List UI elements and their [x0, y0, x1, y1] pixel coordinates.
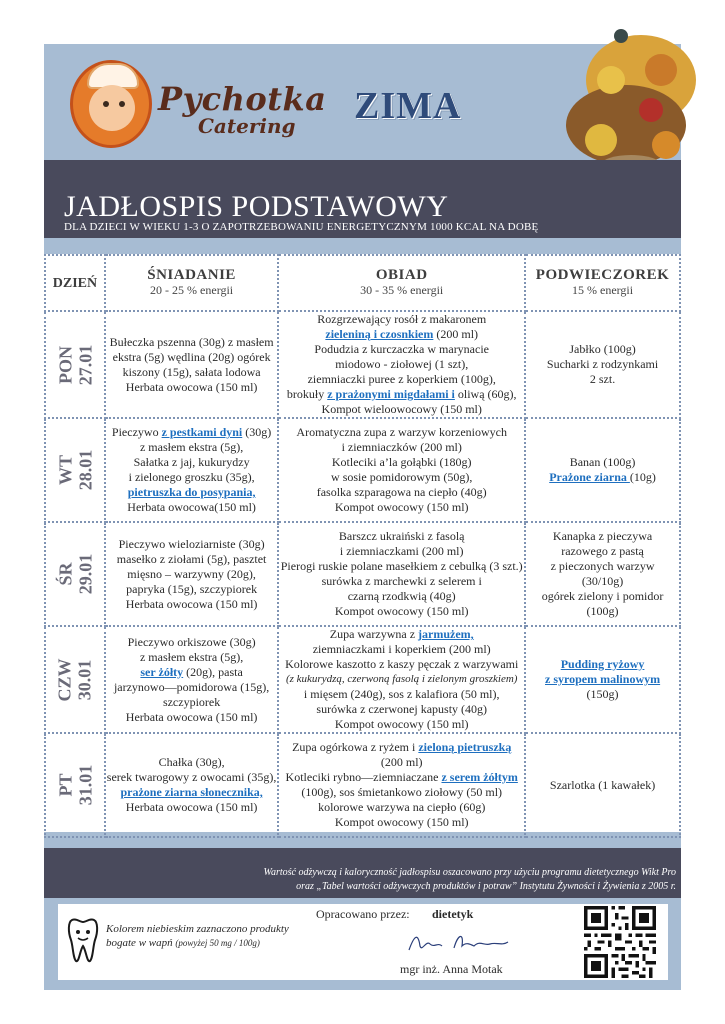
day-cell: PT 31.01 [45, 733, 105, 837]
day-cell: PON 27.01 [45, 311, 105, 418]
lunch-cell: Zupa ogórkowa z ryżem i zieloną pietruszką (200 ml) Kotleciki rybno—ziemniaczane z serem żółtym (100g), sos śmietankowo ziołowy (50 ml) kolorowe warzywa na ciepło (60g) Kompot owocowy (150 ml) [278, 733, 525, 837]
tooth-icon [66, 916, 100, 964]
lunch-cell: Rozgrzewający rosół z makaronem zieleniną i czosnkiem (200 ml) Podudzia z kurczaczka w marynacie miodowo - ziołowej (1 szt), ziemniaczki puree z koperkiem (100g), brokuły z prażonymi migdałami i oliwą (60g), Kompot wieloowocowy (150 ml) [278, 311, 525, 418]
breakfast-cell: Pieczywo z pestkami dyni (30g) z masłem ekstra (5g), Sałatka z jaj, kukurydzy i zielonego groszku (35g), pietruszka do posypania, Herbata owocowa(150 ml) [105, 418, 278, 522]
nutrition-note: Wartość odżywczą i kaloryczność jadłospisu oszacowano przy użyciu programu dietetycznego Wikt Pro oraz „Tabel wartości odżywczych produktów i potraw” Instytutu Żywności i Żywienia z 2005 r. [263, 867, 676, 892]
column-header-snack: PODWIECZOREK 15 % energii [525, 255, 680, 311]
day-cell: CZW 30.01 [45, 626, 105, 733]
table-row [45, 522, 680, 626]
day-cell: ŚR 29.01 [45, 522, 105, 626]
qr-code-icon [584, 906, 656, 978]
column-header-breakfast: ŚNIADANIE 20 - 25 % energii [105, 255, 278, 311]
prepared-by-role: dietetyk [432, 907, 474, 921]
prepared-by-label: Opracowano przez: [316, 907, 410, 921]
column-header-lunch: OBIAD 30 - 35 % energii [278, 255, 525, 311]
table-row [45, 733, 680, 837]
menu-table-wrapper [44, 254, 681, 832]
breakfast-cell: Bułeczka pszenna (30g) z masłem ekstra (5g) wędlina (20g) ogórek kiszony (15g), sałata lodowa Herbata owocowa (150 ml) [105, 311, 278, 418]
day-cell: WT 28.01 [45, 418, 105, 522]
lunch-cell: Zupa warzywna z jarmużem, ziemniaczkami i koperkiem (200 ml) Kolorowe kaszotto z kaszy pęczak z warzywami (z kukurydzą, czerwoną fasolą i zielonym groszkiem) i mięsem (240g), sos z kalafiora (50 ml), surówka z czerwonej kapusty (40g) Kompot owocowy (150 ml) [278, 626, 525, 733]
snack-cell: Kanapka z pieczywa razowego z pastą z pieczonych warzyw (30/10g) ogórek zielony i pomidor (100g) [525, 522, 680, 626]
menu-subtitle: DLA DZIECI W WIEKU 1-3 O ZAPOTRZEBOWANIU ENERGETYCZNYM 1000 KCAL NA DOBĘ [64, 221, 539, 233]
chef-mascot-icon [70, 60, 152, 148]
prepared-by-name: mgr inż. Anna Motak [400, 962, 503, 976]
table-row [45, 626, 680, 733]
table-header-row [45, 255, 680, 311]
day-column-header: DZIEŃ [45, 255, 105, 311]
table-row [45, 311, 680, 418]
breakfast-cell: Chałka (30g), serek twarogowy z owocami (35g), prażone ziarna słonecznika, Herbata owocowa (150 ml) [105, 733, 278, 837]
snack-cell: Szarlotka (1 kawałek) [525, 733, 680, 837]
brand-logo [62, 54, 327, 154]
lunch-cell: Barszcz ukraiński z fasolą i ziemniaczkami (200 ml) Pierogi ruskie polane masełkiem z cebulką (3 szt.) surówka z marchewki z selerem i czarną rzodkwią (40g) Kompot owocowy (150 ml) [278, 522, 525, 626]
breakfast-cell: Pieczywo wieloziarniste (30g) masełko z ziołami (5g), pasztet mięsno – warzywny (20g), papryka (15g), szczypiorek Herbata owocowa (150 ml) [105, 522, 278, 626]
snack-cell: Pudding ryżowy z syropem malinowym (150g) [525, 626, 680, 733]
table-row [45, 418, 680, 522]
signature-icon [404, 928, 514, 956]
calcium-note: Kolorem niebieskim zaznaczono produkty bogate w wapń (powyżej 50 mg / 100g) [106, 923, 289, 949]
breakfast-cell: Pieczywo orkiszowe (30g) z masłem ekstra (5g), ser żółty (20g), pasta jarzynowo—pomidorowa (15g), szczypiorek Herbata owocowa (150 ml) [105, 626, 278, 733]
brand-name: Pychotka [158, 80, 327, 118]
snack-cell: Jabłko (100g) Sucharki z rodzynkami 2 szt. [525, 311, 680, 418]
brand-subname: Catering [198, 114, 296, 138]
menu-title: JADŁOSPIS PODSTAWOWY [64, 190, 449, 223]
snack-cell: Banan (100g) Prażone ziarna (10g) [525, 418, 680, 522]
lunch-cell: Aromatyczna zupa z warzyw korzeniowych i ziemniaczków (200 ml) Kotleciki a’la gołąbki (180g) w sosie pomidorowym (50g), fasolka szparagowa na ciepło (40g) Kompot owocowy (150 ml) [278, 418, 525, 522]
season-title: ZIMA [354, 85, 462, 127]
menu-table [44, 254, 681, 838]
